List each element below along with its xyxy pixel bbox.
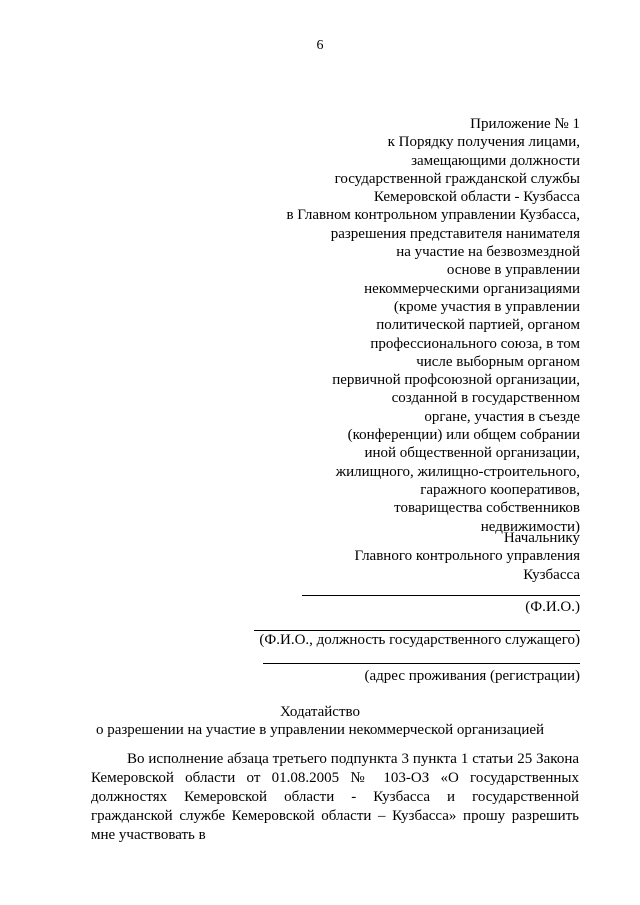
appendix-line: товарищества собственников	[394, 500, 580, 517]
appendix-line: разрешения представителя нанимателя	[330, 225, 580, 242]
fio-label: (Ф.И.О.)	[525, 599, 580, 615]
appendix-line: Кемеровской области - Кузбасса	[373, 189, 580, 206]
appendix-header	[160, 115, 580, 536]
appendix-line: числе выборным органом	[416, 353, 580, 370]
appendix-line: первичной профсоюзной организации,	[332, 372, 580, 389]
appendix-line: недвижимости)	[480, 518, 580, 535]
petition-heading	[0, 703, 640, 740]
addressee-line: Начальнику	[503, 530, 580, 546]
appendix-line: профессионального союза, в том	[370, 335, 580, 352]
fio-fill-line[interactable]	[302, 595, 580, 596]
petition-body: Во исполнение абзаца третьего подпункта 3 пункта 1 статьи 25 Закона Кемеровской области от 01.08.2005 № 103-ОЗ «О государственных должностях Кемеровской области - Кузбасса и государственной гражданской службе Кемеровской области – Кузбасса» прошу разрешить мне участвовать в	[91, 751, 579, 843]
petition-title: Ходатайство	[280, 704, 360, 720]
appendix-line: органе, участия в съезде	[424, 408, 580, 425]
appendix-line: основе в управлении	[446, 262, 580, 279]
page-number: 6	[316, 38, 324, 53]
appendix-line: жилищного, жилищно-строительного,	[335, 463, 580, 480]
appendix-line: на участие на безвозмездной	[396, 244, 580, 261]
appendix-line: гаражного кооперативов,	[420, 481, 580, 498]
appendix-line: иной общественной организации,	[364, 445, 580, 462]
appendix-line: в Главном контрольном управлении Кузбасса,	[286, 207, 580, 224]
position-label: (Ф.И.О., должность государственного служащего)	[259, 632, 580, 648]
appendix-line: политической партией, органом	[376, 317, 580, 334]
address-label: (адрес проживания (регистрации)	[364, 668, 580, 684]
appendix-line: замещающими должности	[411, 152, 580, 169]
appendix-line: некоммерческими организациями	[364, 280, 580, 297]
appendix-line: (конференции) или общем собрании	[347, 427, 580, 444]
petition-subtitle: о разрешении на участие в управлении некоммерческой организацией	[95, 722, 545, 739]
addressee-line: Главного контрольного управления	[354, 548, 580, 565]
appendix-line: (кроме участия в управлении	[393, 298, 580, 315]
appendix-line: государственной гражданской службы	[334, 170, 580, 187]
appendix-line: созданной в государственном	[391, 390, 580, 407]
addressee-line: Кузбасса	[523, 566, 580, 583]
address-fill-line[interactable]	[263, 663, 580, 664]
addressee-block	[160, 529, 580, 584]
appendix-line: Приложение № 1	[470, 116, 580, 132]
appendix-line: к Порядку получения лицами,	[387, 134, 580, 151]
